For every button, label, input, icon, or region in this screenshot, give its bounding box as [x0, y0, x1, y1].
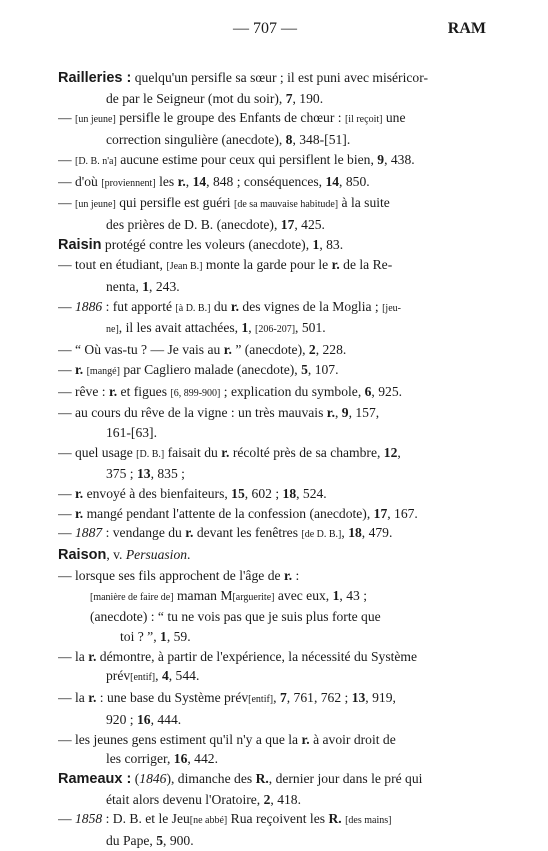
index-line: — 1886 : fut apporté [à D. B.] du r. des vignes de la Moglia ; [jeu- [58, 298, 401, 314]
index-line: — rêve : r. et figues [6, 899-900] ; explication du symbole, 6, 925. [58, 383, 403, 399]
index-line: toi ? ”, 1, 59. [120, 628, 191, 644]
index-line: — lorsque ses fils approchent de l'âge de r. : [58, 567, 300, 583]
index-line: (anecdote) : “ tu ne vois pas que je suis plus forte que [90, 609, 381, 625]
page-header [0, 20, 548, 42]
index-line: — [un jeune] qui persifle est guéri [de sa mauvaise habitude] à la suite [58, 195, 390, 211]
index-entries [58, 68, 502, 851]
running-head: RAM [447, 20, 486, 37]
index-line: des prières de D. B. (anecdote), 17, 425. [106, 216, 325, 232]
index-line: du Pape, 5, 900. [106, 833, 194, 849]
index-line: Raisin protégé contre les voleurs (anecdote), 1, 83. [58, 236, 344, 253]
index-line: Railleries : quelqu'un persifle sa sœur ; il est puni avec miséricor- [58, 70, 428, 86]
index-line: — d'où [proviennent] les r., 14, 848 ; conséquences, 14, 850. [58, 173, 370, 189]
index-line: 375 ; 13, 835 ; [106, 466, 185, 482]
index-line: [manière de faire de] maman M[arguerite] avec eux, 1, 43 ; [90, 587, 367, 603]
index-line: était alors devenu l'Oratoire, 2, 418. [106, 791, 301, 807]
index-line: 920 ; 16, 444. [106, 711, 182, 727]
page-number: — 707 — [233, 20, 297, 37]
index-line: — r. mangé pendant l'attente de la confession (anecdote), 17, 167. [58, 505, 418, 521]
index-line: — quel usage [D. B.] faisait du r. récolté près de sa chambre, 12, [58, 444, 401, 460]
index-line: — tout en étudiant, [Jean B.] monte la garde pour le r. de la Re- [58, 257, 393, 273]
index-line: — [D. B. n'a] aucune estime pour ceux qui persiflent le bien, 9, 438. [58, 151, 415, 167]
index-line: correction singulière (anecdote), 8, 348-[51]. [106, 132, 351, 148]
index-line: — au cours du rêve de la vigne : un très mauvais r., 9, 157, [58, 405, 380, 421]
index-line: prév[entif], 4, 544. [106, 668, 200, 684]
index-line: — r. [mangé] par Cagliero malade (anecdote), 5, 107. [58, 361, 339, 377]
index-line: — la r. : une base du Système prév[entif], 7, 761, 762 ; 13, 919, [58, 690, 396, 706]
index-line: de par le Seigneur (mot du soir), 7, 190. [106, 90, 324, 106]
index-line: Raison, v. Persuasion. [58, 547, 191, 564]
index-line: — r. envoyé à des bienfaiteurs, 15, 602 ; 18, 524. [58, 486, 327, 502]
index-line: les corriger, 16, 442. [106, 751, 218, 767]
index-line: — “ Où vas-tu ? — Je vais au r. ” (anecdote), 2, 228. [58, 342, 347, 358]
index-line: — les jeunes gens estiment qu'il n'y a que la r. à avoir droit de [58, 731, 396, 747]
index-line: — 1887 : vendange du r. devant les fenêtres [de D. B.], 18, 479. [58, 525, 393, 541]
index-line: 161-[63]. [106, 424, 157, 440]
index-line: — 1858 : D. B. et le Jeu[ne abbé] Rua reçoivent les R. [des mains] [58, 811, 392, 827]
index-line: — [un jeune] persifle le groupe des Enfants de chœur : [il reçoit] une [58, 110, 406, 126]
index-line: nenta, 1, 243. [106, 279, 180, 295]
index-line: — la r. démontre, à partir de l'expérience, la nécessité du Système [58, 648, 418, 664]
index-line: ne], il les avait attachées, 1, [206-207], 501. [106, 320, 326, 336]
index-line: Rameaux : (1846), dimanche des R., dernier jour dans le pré qui [58, 770, 423, 787]
